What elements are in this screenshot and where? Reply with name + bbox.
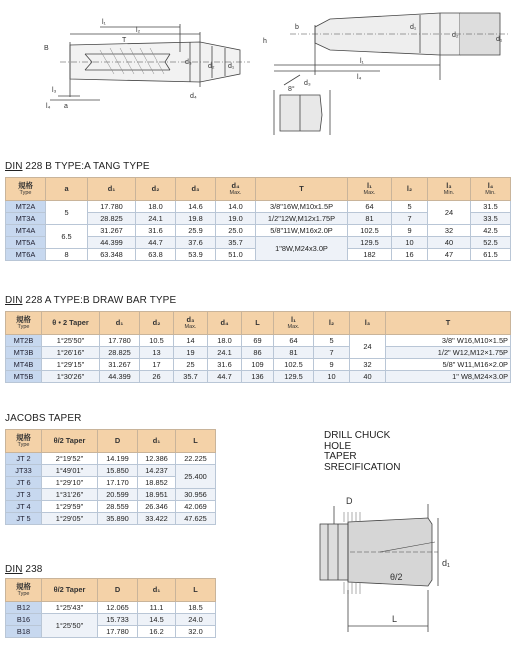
header-cell-7 xyxy=(348,178,392,201)
din228a-title: DIN 228 A TYPE:B DRAW BAR TYPE xyxy=(5,295,177,306)
cell-type: JT 6 xyxy=(6,477,42,489)
label-h: h xyxy=(263,38,267,45)
header-cell-1-label: θ/2 Taper xyxy=(53,435,86,445)
cell-d3: 53.9 xyxy=(176,249,216,261)
cell-d1: 12.386 xyxy=(138,453,176,465)
header-cell-8-label: l₂ xyxy=(328,317,335,327)
cell-d1: 44.399 xyxy=(88,237,136,249)
cell-d4: 18.0 xyxy=(208,335,242,347)
cell-l2: 16 xyxy=(392,249,428,261)
header-cell-3 xyxy=(136,178,176,201)
table-row xyxy=(6,489,216,501)
cell-type: JT 3 xyxy=(6,489,42,501)
header-cell-0-sublabel: Type xyxy=(19,190,32,197)
header-cell-3 xyxy=(138,579,176,602)
table-row xyxy=(6,501,216,513)
cell-l2: 5 xyxy=(392,201,428,213)
cell-T: 5/8" W11,M16×2.0P xyxy=(386,359,511,371)
cell-taper: 1°29'15" xyxy=(42,359,100,371)
cell-D: 12.065 xyxy=(98,602,138,614)
header-cell-8 xyxy=(314,312,350,335)
cell-type: B18 xyxy=(6,626,42,638)
cell-type: B16 xyxy=(6,614,42,626)
label-d2: d₂ xyxy=(208,63,215,70)
cell-d1: 17.780 xyxy=(88,201,136,213)
cell-type: JT 4 xyxy=(6,501,42,513)
cell-l2: 9 xyxy=(314,359,350,371)
cell-taper: 1°26'16" xyxy=(42,347,100,359)
header-cell-7 xyxy=(274,312,314,335)
header-cell-5-sublabel: Max. xyxy=(229,190,242,197)
cell-l3: 24 xyxy=(428,201,471,225)
cell-l4: 42.5 xyxy=(471,225,511,237)
cell-taper: 1°25'50" xyxy=(42,335,100,347)
note-line-2: HOLE xyxy=(324,440,352,452)
header-cell-2-label: D xyxy=(114,435,121,445)
label-B: B xyxy=(44,45,49,52)
header-cell-3-label: d₁ xyxy=(152,435,161,445)
header-cell-0-sublabel: Type xyxy=(17,324,30,331)
header-cell-6 xyxy=(256,178,348,201)
cell-d4: 44.7 xyxy=(208,371,242,383)
header-cell-4 xyxy=(174,312,208,335)
header-cell-4-label: L xyxy=(193,584,198,594)
din228a-table xyxy=(5,311,511,383)
cell-d4: 35.7 xyxy=(216,237,256,249)
label-l4: l₄ xyxy=(46,103,51,110)
cell-L: 109 xyxy=(242,359,274,371)
header-cell-0-label: 規格 xyxy=(18,180,33,190)
cell-l1: 64 xyxy=(274,335,314,347)
table-row xyxy=(6,225,511,237)
header-cell-2-label: D xyxy=(114,584,121,594)
cell-type: JT33 xyxy=(6,465,42,477)
din228b-table xyxy=(5,177,511,261)
label-l1-right: l₁ xyxy=(360,58,364,65)
cell-l3: 24 xyxy=(350,335,386,359)
cell-d1: 18.852 xyxy=(138,477,176,489)
header-cell-2-label: d₁ xyxy=(115,317,124,327)
header-cell-5 xyxy=(208,312,242,335)
cell-taper: 1°25'43" xyxy=(42,602,98,614)
tang-type-drawing xyxy=(40,12,260,112)
cell-d1: 31.267 xyxy=(88,225,136,237)
note-line-3: TAPER xyxy=(324,451,357,462)
cell-l4: 33.5 xyxy=(471,213,511,225)
chuck-label-theta: θ/2 xyxy=(390,572,403,582)
cell-type: B12 xyxy=(6,602,42,614)
cell-T: 1" W8,M24×3.0P xyxy=(386,371,511,383)
label-T: T xyxy=(122,37,127,44)
label-d4: d₄ xyxy=(190,93,197,100)
cell-type: MT6A xyxy=(6,249,46,261)
cell-d1: 44.399 xyxy=(100,371,140,383)
cell-taper: 1°29'05" xyxy=(42,513,98,525)
label-b: b xyxy=(295,24,299,31)
cell-d1: 16.2 xyxy=(138,626,176,638)
cell-d4: 51.0 xyxy=(216,249,256,261)
cell-l4: 52.5 xyxy=(471,237,511,249)
din238-table xyxy=(5,578,216,638)
cell-D: 20.599 xyxy=(98,489,138,501)
cell-d3: 37.6 xyxy=(176,237,216,249)
table-row xyxy=(6,513,216,525)
header-cell-1 xyxy=(42,430,98,453)
header-cell-1-label: θ • 2 Taper xyxy=(52,317,89,327)
cell-a: 5 xyxy=(46,201,88,225)
din238-title: DIN 238 xyxy=(5,564,43,575)
header-cell-7-sublabel: Max. xyxy=(363,190,376,197)
label-angle: 8° xyxy=(288,86,295,93)
header-cell-4 xyxy=(176,579,216,602)
header-cell-4-sublabel: Max. xyxy=(184,324,197,331)
jacobs-table xyxy=(5,429,216,525)
header-cell-6-label: T xyxy=(299,183,304,193)
cell-d1: 26.346 xyxy=(138,501,176,513)
cell-d1: 28.825 xyxy=(100,347,140,359)
cell-d2: 17 xyxy=(140,359,174,371)
cell-l1: 129.5 xyxy=(274,371,314,383)
cell-taper: 1°29'10" xyxy=(42,477,98,489)
cell-d1: 63.348 xyxy=(88,249,136,261)
cell-l3: 47 xyxy=(428,249,471,261)
din228b-title: DIN 228 B TYPE:A TANG TYPE xyxy=(5,161,150,172)
header-cell-10 xyxy=(386,312,511,335)
header-cell-8 xyxy=(392,178,428,201)
cell-taper: 1°49'01" xyxy=(42,465,98,477)
cell-d4: 31.6 xyxy=(208,359,242,371)
cell-L: 69 xyxy=(242,335,274,347)
chuck-label-L: L xyxy=(392,614,398,624)
cell-taper: 1°30'26" xyxy=(42,371,100,383)
cell-d3: 19.8 xyxy=(176,213,216,225)
cell-D: 14.199 xyxy=(98,453,138,465)
cell-d2: 44.7 xyxy=(136,237,176,249)
header-cell-1-label: a xyxy=(64,183,69,193)
header-cell-10-label: l₄ xyxy=(487,180,494,190)
header-cell-2 xyxy=(88,178,136,201)
table-row xyxy=(6,602,216,614)
note-line-4: SRECIFICATION xyxy=(324,461,401,473)
table-row xyxy=(6,201,511,213)
header-cell-0 xyxy=(6,312,42,335)
jacobs-title: JACOBS TAPER xyxy=(5,413,82,424)
cell-D: 35.890 xyxy=(98,513,138,525)
cell-d2: 10.5 xyxy=(140,335,174,347)
cell-L: 47.625 xyxy=(176,513,216,525)
header-cell-0 xyxy=(6,430,42,453)
header-cell-7-label: l₁ xyxy=(366,180,373,190)
cell-l2: 9 xyxy=(392,225,428,237)
label-a: a xyxy=(64,103,68,110)
cell-L: 22.225 xyxy=(176,453,216,465)
cell-d1: 28.825 xyxy=(88,213,136,225)
cell-d1: 17.780 xyxy=(100,335,140,347)
table-row xyxy=(6,359,511,371)
cell-a: 6.5 xyxy=(46,225,88,249)
table-row xyxy=(6,465,216,477)
header-cell-5-label: d₄ xyxy=(220,317,229,327)
cell-l4: 61.5 xyxy=(471,249,511,261)
header-cell-8-label: l₂ xyxy=(406,183,413,193)
cell-T: 1"8W,M24x3.0P xyxy=(256,237,348,261)
cell-l1: 102.5 xyxy=(274,359,314,371)
cell-taper: 2°19'52" xyxy=(42,453,98,465)
draw-bar-type-drawing xyxy=(260,5,510,145)
label-l3: l₃ xyxy=(52,87,57,94)
cell-l1: 64 xyxy=(348,201,392,213)
cell-T: 1/2" W12,M12×1.75P xyxy=(386,347,511,359)
header-cell-0-sublabel: Type xyxy=(17,442,30,449)
cell-d4: 14.0 xyxy=(216,201,256,213)
header-cell-3 xyxy=(140,312,174,335)
header-cell-3-label: d₂ xyxy=(151,183,160,193)
table-row xyxy=(6,335,511,347)
table-row xyxy=(6,371,511,383)
cell-d1: 14.5 xyxy=(138,614,176,626)
header-cell-9 xyxy=(428,178,471,201)
label-l1: l₁ xyxy=(102,19,106,26)
cell-d2: 63.8 xyxy=(136,249,176,261)
cell-d3: 35.7 xyxy=(174,371,208,383)
header-cell-9 xyxy=(350,312,386,335)
cell-d2: 26 xyxy=(140,371,174,383)
cell-type: JT 5 xyxy=(6,513,42,525)
header-cell-2 xyxy=(98,579,138,602)
cell-D: 17.780 xyxy=(98,626,138,638)
header-cell-4 xyxy=(176,430,216,453)
cell-T: 3/8" W16,M10×1.5P xyxy=(386,335,511,347)
cell-d2: 24.1 xyxy=(136,213,176,225)
cell-l2: 7 xyxy=(314,347,350,359)
header-cell-2 xyxy=(98,430,138,453)
cell-l1: 81 xyxy=(348,213,392,225)
note-line-1: DRILL CHUCK xyxy=(324,430,391,441)
cell-l3: 40 xyxy=(428,237,471,249)
cell-L: 136 xyxy=(242,371,274,383)
cell-type: JT 2 xyxy=(6,453,42,465)
table-row xyxy=(6,347,511,359)
header-cell-4-label: d₃ xyxy=(186,314,195,324)
drill-chuck-note xyxy=(324,431,400,473)
cell-T: 5/8"11W,M16x2.0P xyxy=(256,225,348,237)
cell-l1: 182 xyxy=(348,249,392,261)
header-cell-0 xyxy=(6,579,42,602)
table-row xyxy=(6,614,216,626)
header-cell-7-label: l₁ xyxy=(290,314,297,324)
header-cell-3-label: d₁ xyxy=(152,584,161,594)
cell-L: 18.5 xyxy=(176,602,216,614)
cell-l3: 32 xyxy=(350,359,386,371)
cell-l1: 81 xyxy=(274,347,314,359)
cell-d1: 33.422 xyxy=(138,513,176,525)
cell-type: MT5B xyxy=(6,371,42,383)
cell-d3: 19 xyxy=(174,347,208,359)
header-cell-10-sublabel: Min. xyxy=(485,190,496,197)
cell-d1: 11.1 xyxy=(138,602,176,614)
cell-d1: 31.267 xyxy=(100,359,140,371)
cell-type: MT2B xyxy=(6,335,42,347)
header-cell-0 xyxy=(6,178,46,201)
cell-D: 28.559 xyxy=(98,501,138,513)
header-cell-4-label: d₃ xyxy=(191,183,200,193)
cell-T: 1/2"12W,M12x1.75P xyxy=(256,213,348,225)
header-cell-1 xyxy=(46,178,88,201)
cell-l3: 32 xyxy=(428,225,471,237)
header-cell-4 xyxy=(176,178,216,201)
label-d3-right: d₃ xyxy=(304,80,311,87)
cell-l2: 10 xyxy=(314,371,350,383)
table-row xyxy=(6,626,216,638)
header-cell-1 xyxy=(42,312,100,335)
cell-d2: 18.0 xyxy=(136,201,176,213)
header-cell-5-label: d₄ xyxy=(231,180,240,190)
label-l4-right: l₄ xyxy=(357,74,362,81)
header-cell-6-label: L xyxy=(255,317,260,327)
cell-type: MT2A xyxy=(6,201,46,213)
header-cell-1-label: θ/2 Taper xyxy=(53,584,86,594)
header-cell-9-label: l₃ xyxy=(364,317,371,327)
cell-d3: 14 xyxy=(174,335,208,347)
label-d3: d₃ xyxy=(185,59,192,66)
cell-l2: 7 xyxy=(392,213,428,225)
label-dim-d: d₁ xyxy=(496,36,503,43)
cell-d3: 25 xyxy=(174,359,208,371)
header-cell-6 xyxy=(242,312,274,335)
header-cell-1 xyxy=(42,579,98,602)
cell-type: MT3B xyxy=(6,347,42,359)
cell-d2: 13 xyxy=(140,347,174,359)
cell-D: 17.170 xyxy=(98,477,138,489)
header-cell-9-sublabel: Min. xyxy=(443,190,455,197)
cell-l1: 129.5 xyxy=(348,237,392,249)
cell-T: 3/8"16W,M10x1.5P xyxy=(256,201,348,213)
cell-taper: 1°29'59" xyxy=(42,501,98,513)
cell-L: 24.0 xyxy=(176,614,216,626)
cell-L: 86 xyxy=(242,347,274,359)
cell-d3: 14.6 xyxy=(176,201,216,213)
cell-l1: 102.5 xyxy=(348,225,392,237)
cell-type: MT4A xyxy=(6,225,46,237)
cell-type: MT5A xyxy=(6,237,46,249)
cell-L: 25.400 xyxy=(176,465,216,489)
cell-L: 32.0 xyxy=(176,626,216,638)
header-cell-10 xyxy=(471,178,511,201)
cell-D: 15.733 xyxy=(98,614,138,626)
header-cell-7-sublabel: Max. xyxy=(287,324,300,331)
cell-taper: 1°31'26" xyxy=(42,489,98,501)
label-d1-right: d₁ xyxy=(410,24,417,31)
cell-type: MT3A xyxy=(6,213,46,225)
cell-d3: 25.9 xyxy=(176,225,216,237)
label-l2: l₂ xyxy=(136,27,141,34)
cell-l4: 31.5 xyxy=(471,201,511,213)
header-cell-4-label: L xyxy=(193,435,198,445)
cell-d2: 31.6 xyxy=(136,225,176,237)
header-cell-3-label: d₂ xyxy=(152,317,161,327)
cell-d4: 19.0 xyxy=(216,213,256,225)
table-row xyxy=(6,453,216,465)
cell-a: 8 xyxy=(46,249,88,261)
cell-d4: 24.1 xyxy=(208,347,242,359)
cell-l3: 40 xyxy=(350,371,386,383)
cell-L: 42.069 xyxy=(176,501,216,513)
header-cell-5 xyxy=(216,178,256,201)
cell-D: 15.850 xyxy=(98,465,138,477)
cell-d1: 14.237 xyxy=(138,465,176,477)
header-cell-0-label: 規格 xyxy=(16,581,31,591)
header-cell-10-label: T xyxy=(445,317,451,327)
cell-l2: 5 xyxy=(314,335,350,347)
cell-taper: 1°25'50" xyxy=(42,614,98,638)
header-cell-9-label: l₃ xyxy=(446,180,452,190)
header-cell-0-label: 規格 xyxy=(16,432,31,442)
drill-chuck-taper-drawing xyxy=(310,494,510,639)
cell-d1: 18.951 xyxy=(138,489,176,501)
header-cell-3 xyxy=(138,430,176,453)
header-cell-0-label: 規格 xyxy=(16,314,31,324)
label-d2-right: d₂ xyxy=(452,32,459,39)
cell-L: 30.956 xyxy=(176,489,216,501)
chuck-label-d1: d₁ xyxy=(442,558,451,568)
header-cell-2 xyxy=(100,312,140,335)
cell-type: MT4B xyxy=(6,359,42,371)
label-d1: d₁ xyxy=(228,63,235,70)
header-cell-0-sublabel: Type xyxy=(17,591,30,598)
header-cell-2-label: d₁ xyxy=(107,183,116,193)
cell-l2: 10 xyxy=(392,237,428,249)
cell-d4: 25.0 xyxy=(216,225,256,237)
chuck-label-D: D xyxy=(346,496,353,506)
